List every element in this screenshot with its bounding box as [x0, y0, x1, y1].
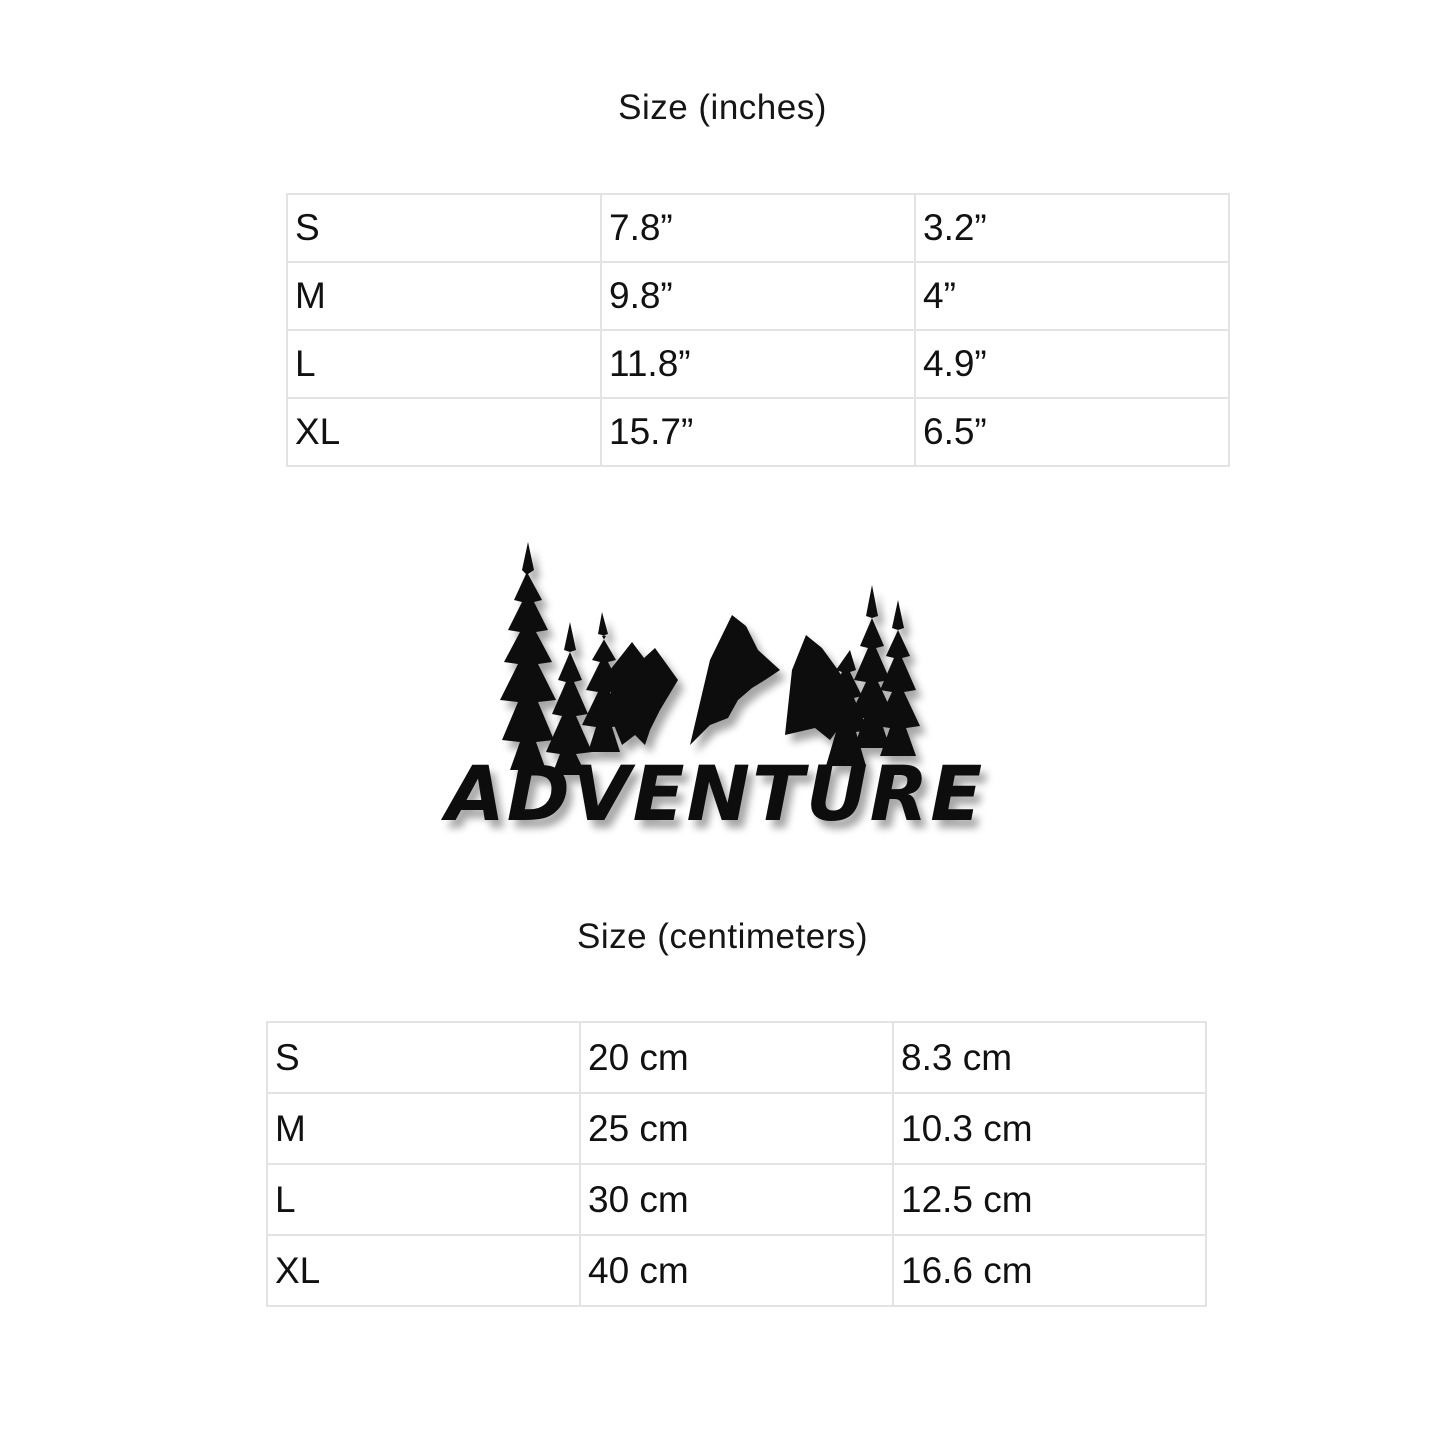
width-cell: 16.6 cm [893, 1235, 1206, 1306]
size-cell: S [287, 194, 601, 262]
width-cell: 4.9” [915, 330, 1229, 398]
width-cell: 6.5” [915, 398, 1229, 466]
size-cell: L [267, 1164, 580, 1235]
table-row [267, 1164, 1206, 1235]
size-cell: M [267, 1093, 580, 1164]
width-cell: 3.2” [915, 194, 1229, 262]
cm-size-table [266, 1021, 1207, 1307]
width-cell: 12.5 cm [893, 1164, 1206, 1235]
length-cell: 11.8” [601, 330, 915, 398]
table-row [267, 1022, 1206, 1093]
table-row [287, 262, 1229, 330]
length-cell: 30 cm [580, 1164, 893, 1235]
size-cell: M [287, 262, 601, 330]
size-cell: XL [267, 1235, 580, 1306]
length-cell: 25 cm [580, 1093, 893, 1164]
logo-wordmark: ADVENTURE [445, 749, 985, 838]
width-cell: 4” [915, 262, 1229, 330]
inches-table-heading: Size (inches) [618, 88, 827, 127]
length-cell: 40 cm [580, 1235, 893, 1306]
width-cell: 10.3 cm [893, 1093, 1206, 1164]
mountain-forest-logo-icon [360, 530, 1070, 850]
table-row [287, 194, 1229, 262]
table-row [287, 330, 1229, 398]
table-row [287, 398, 1229, 466]
size-cell: L [287, 330, 601, 398]
inches-size-table [286, 193, 1230, 467]
table-row [267, 1235, 1206, 1306]
length-cell: 15.7” [601, 398, 915, 466]
length-cell: 20 cm [580, 1022, 893, 1093]
length-cell: 7.8” [601, 194, 915, 262]
table-row [267, 1093, 1206, 1164]
size-cell: XL [287, 398, 601, 466]
width-cell: 8.3 cm [893, 1022, 1206, 1093]
cm-table-heading: Size (centimeters) [576, 917, 869, 956]
length-cell: 9.8” [601, 262, 915, 330]
size-cell: S [267, 1022, 580, 1093]
